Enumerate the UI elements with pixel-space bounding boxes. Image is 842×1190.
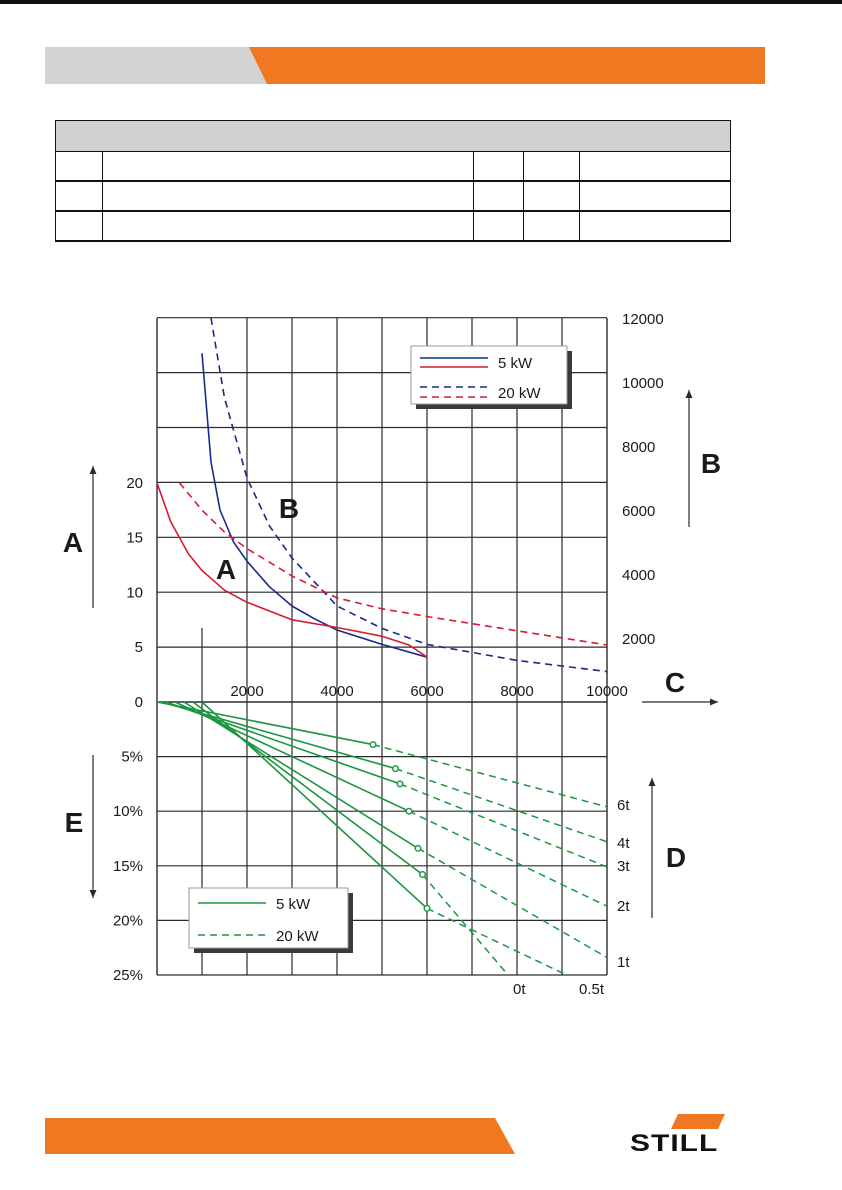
right-tick-label: 12000 <box>622 311 664 328</box>
letter-a-axis: A <box>62 527 84 558</box>
performance-chart <box>0 290 842 1010</box>
gradient-tick-label: 5% <box>121 748 143 766</box>
legend-box <box>189 888 348 948</box>
spec-cell <box>56 152 103 182</box>
letter-d-axis: D <box>665 842 687 873</box>
gradient-knee-point <box>420 872 426 878</box>
still-logo-text: STILL <box>630 1130 719 1157</box>
gradient-line-20kw <box>400 784 607 867</box>
spec-table-row <box>56 211 731 241</box>
right-tick-label: 2000 <box>622 631 656 648</box>
legend-box <box>411 346 567 404</box>
legend-label-5kw: 5 kW <box>498 355 533 372</box>
header-orange-band <box>249 47 765 84</box>
arrow-a-head <box>90 466 97 474</box>
spec-cell <box>524 181 580 211</box>
gradient-tick-label: 15% <box>112 857 143 875</box>
spec-cell <box>580 211 731 241</box>
gradient-line-5kw <box>184 702 418 848</box>
legend-label-5kw: 5 kW <box>276 896 311 913</box>
gradient-knee-point <box>393 766 399 772</box>
spec-cell <box>474 181 524 211</box>
arrow-c-head <box>710 699 718 706</box>
arrow-e-head <box>90 890 97 898</box>
spec-table-row <box>56 181 731 211</box>
spec-table <box>55 120 731 242</box>
spec-cell <box>524 152 580 182</box>
curve-red-20kw <box>180 483 608 645</box>
load-label: 1t <box>617 954 630 971</box>
gradient-line-20kw <box>423 875 509 975</box>
spec-cell <box>56 181 103 211</box>
grid-layer <box>157 318 607 975</box>
spec-cell <box>474 211 524 241</box>
load-label: 0t <box>513 981 526 998</box>
spec-cell <box>103 211 474 241</box>
letter-b-curve: B <box>278 493 300 524</box>
page-top-rule <box>0 0 842 4</box>
left-tick-label: 0 <box>134 694 143 711</box>
gradient-tick-label: 20% <box>112 912 143 930</box>
load-label: 6t <box>617 797 630 814</box>
right-tick-label: 10000 <box>622 375 664 392</box>
legend-power-bottom <box>189 888 353 953</box>
gradient-knee-point <box>370 742 376 748</box>
letter-a-curve: A <box>215 554 237 585</box>
x-tick-label: 2000 <box>230 683 264 700</box>
spec-table-row <box>56 152 731 182</box>
x-tick-label: 8000 <box>500 683 534 700</box>
left-tick-label: 20 <box>126 474 143 492</box>
gradient-tick-label: 25% <box>112 967 143 984</box>
gradient-line-20kw <box>427 908 567 975</box>
gradient-line-20kw <box>373 745 607 807</box>
left-tick-label: 5 <box>134 639 143 657</box>
spec-table-header <box>56 121 731 152</box>
right-tick-label: 4000 <box>622 567 656 584</box>
gradient-tick-label: 10% <box>112 803 143 821</box>
x-tick-label: 4000 <box>320 683 354 700</box>
left-tick-label: 10 <box>126 584 143 602</box>
gradient-line-5kw <box>193 702 423 875</box>
load-label: 3t <box>617 858 630 875</box>
gradient-knee-point <box>406 808 412 814</box>
load-label: 2t <box>617 898 630 915</box>
curve-blue-5kw <box>202 353 427 657</box>
right-tick-label: 6000 <box>622 503 656 520</box>
spec-table-header-cell <box>56 121 731 152</box>
spec-cell <box>580 152 731 182</box>
left-tick-label: 15 <box>126 529 143 547</box>
arrow-d-head <box>649 778 656 786</box>
load-label: 0.5t <box>579 981 605 998</box>
x-tick-label: 6000 <box>410 683 444 700</box>
still-logo <box>630 1114 765 1158</box>
legend-power-top <box>411 346 572 409</box>
letter-c-axis: C <box>664 667 686 698</box>
spec-cell <box>524 211 580 241</box>
load-label: 4t <box>617 835 630 852</box>
gradient-knee-point <box>415 846 421 852</box>
arrow-b-head <box>686 390 693 398</box>
spec-cell <box>474 152 524 182</box>
label-layer <box>63 311 721 998</box>
right-tick-label: 8000 <box>622 439 656 456</box>
performance-chart-svg <box>0 290 842 1010</box>
letter-e-axis: E <box>64 807 84 838</box>
spec-cell <box>103 181 474 211</box>
gradient-knee-point <box>397 781 403 787</box>
legend-label-20kw: 20 kW <box>498 385 541 402</box>
spec-cell <box>103 152 474 182</box>
gradient-knee-point <box>424 906 430 912</box>
header-banner <box>45 47 765 84</box>
footer-banner <box>45 1118 515 1154</box>
gradient-line-20kw <box>409 811 607 906</box>
legend-label-20kw: 20 kW <box>276 928 319 945</box>
footer-orange-band <box>45 1118 515 1154</box>
x-tick-label: 10000 <box>586 683 628 700</box>
spec-cell <box>56 211 103 241</box>
letter-b-axis: B <box>700 448 722 479</box>
spec-cell <box>580 181 731 211</box>
